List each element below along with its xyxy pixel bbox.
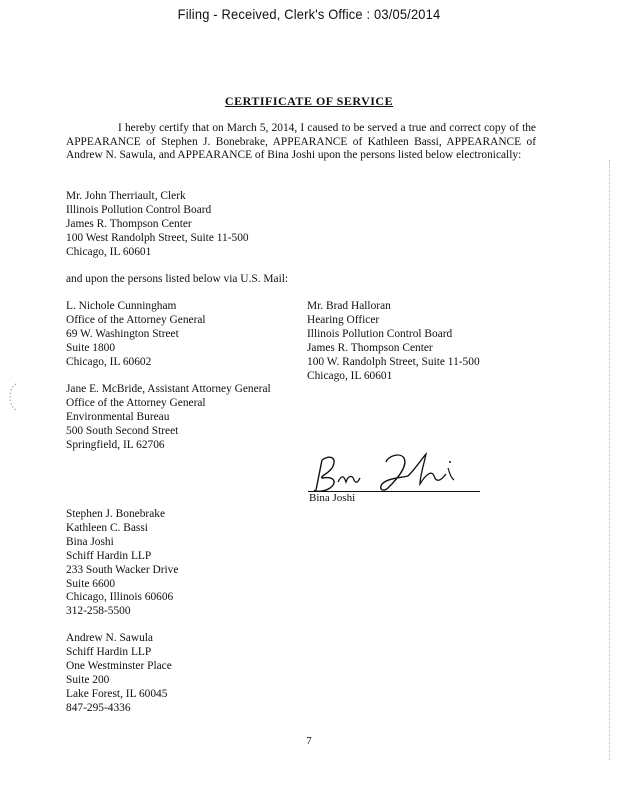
counsel-line: One Westminster Place (66, 659, 172, 672)
filing-stamp: Filing - Received, Clerk's Office : 03/05/2014 (177, 6, 441, 22)
scan-edge-artifact (608, 160, 610, 760)
address-line: Office of the Attorney General (66, 313, 206, 326)
counsel-line: Suite 6600 (66, 577, 116, 590)
address-line: James R. Thompson Center (307, 341, 433, 354)
document-title: CERTIFICATE OF SERVICE (224, 94, 394, 108)
address-line: Illinois Pollution Control Board (307, 327, 453, 340)
signatory-name: Bina Joshi (309, 492, 356, 504)
counsel-block-1 (66, 508, 178, 619)
mail-recipient-third (66, 383, 271, 453)
address-line: 100 West Randolph Street, Suite 11-500 (66, 231, 249, 244)
address-line: Springfield, IL 62706 (66, 438, 165, 451)
hole-punch-mark (6, 382, 20, 412)
counsel-line: Stephen J. Bonebrake (66, 508, 166, 520)
intro-paragraph (66, 122, 536, 163)
address-line: L. Nichole Cunningham (66, 300, 177, 312)
address-line: Hearing Officer (307, 313, 380, 326)
counsel-block-2 (66, 632, 172, 715)
address-line: Office of the Attorney General (66, 396, 206, 409)
address-line: Mr. Brad Halloran (307, 300, 391, 312)
electronic-recipient-address (66, 190, 249, 260)
counsel-line: Andrew N. Sawula (66, 632, 153, 644)
address-line: Mr. John Therriault, Clerk (66, 190, 186, 202)
address-line: Illinois Pollution Control Board (66, 203, 212, 216)
address-line: 100 W. Randolph Street, Suite 11-500 (307, 355, 480, 368)
counsel-line: 233 South Wacker Drive (66, 563, 179, 576)
address-line: Jane E. McBride, Assistant Attorney General (66, 383, 271, 395)
address-line: Environmental Bureau (66, 410, 170, 423)
counsel-line: Kathleen C. Bassi (66, 521, 148, 534)
address-line: 500 South Second Street (66, 424, 179, 437)
address-line: Chicago, IL 60601 (307, 369, 393, 382)
page-number: 7 (306, 735, 312, 747)
counsel-line: Chicago, Illinois 60606 (66, 591, 174, 604)
counsel-line: Schiff Hardin LLP (66, 549, 152, 562)
mail-recipient-left (66, 300, 206, 370)
mail-intro: and upon the persons listed below via U.S. Mail: (66, 273, 289, 285)
address-line: Chicago, IL 60602 (66, 355, 152, 368)
intro-text: I hereby certify that on March 5, 2014, I caused to be served a true and correct copy of the APPEARANCE of Stephen J. Bonebrake, APPEARANCE of Kathleen Bassi, APPEARANCE of Andrew N. Sawula, and APPEARANCE of Bina Joshi upon the persons listed below electronically: (66, 122, 536, 162)
address-line: Chicago, IL 60601 (66, 245, 152, 258)
mail-recipient-right (307, 300, 480, 383)
counsel-line: Bina Joshi (66, 535, 114, 548)
address-line: 69 W. Washington Street (66, 327, 179, 340)
address-line: Suite 1800 (66, 341, 116, 354)
counsel-line: 312-258-5500 (66, 605, 131, 618)
counsel-line: Lake Forest, IL 60045 (66, 687, 168, 700)
counsel-line: 847-295-4336 (66, 701, 131, 714)
counsel-line: Schiff Hardin LLP (66, 645, 152, 658)
address-line: James R. Thompson Center (66, 217, 192, 230)
counsel-line: Suite 200 (66, 673, 110, 686)
